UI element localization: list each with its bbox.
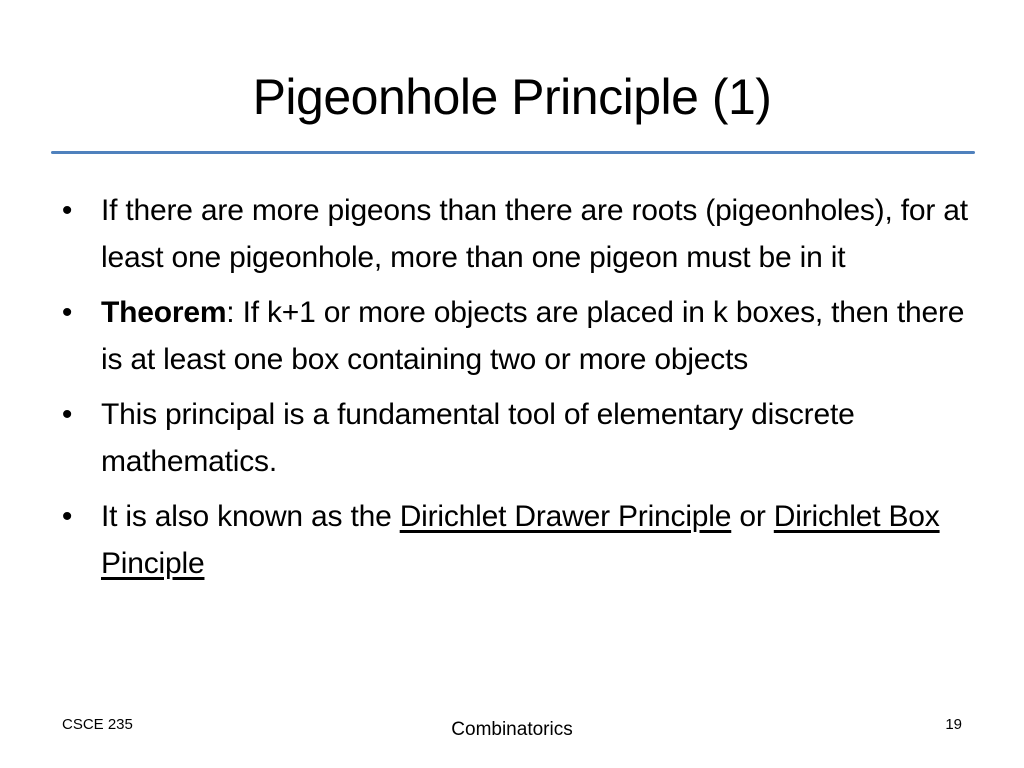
bullet-text: If there are more pigeons than there are roots (pigeonholes), for at least one pigeonhole, more than one pigeon must be in it <box>101 194 968 274</box>
theorem-label: Theorem <box>101 296 227 329</box>
bullet-text: or <box>731 500 774 533</box>
bullet-text: This principal is a fundamental tool of elementary discrete mathematics. <box>101 398 855 478</box>
footer-topic: Combinatorics <box>451 719 573 740</box>
bullet-item <box>57 391 977 485</box>
bullet-icon: • <box>61 500 73 533</box>
slide-title: Pigeonhole Principle (1) <box>252 69 772 125</box>
bullet-icon: • <box>61 398 73 431</box>
page-number: 19 <box>945 716 962 733</box>
bullet-item <box>57 289 977 383</box>
bullet-list <box>57 187 977 595</box>
bullet-icon: • <box>61 296 73 329</box>
bullet-text: It is also known as the <box>101 500 400 533</box>
dirichlet-box-pinciple-link[interactable]: Dirichlet Box Pinciple <box>101 500 940 580</box>
bullet-item <box>57 187 977 281</box>
dirichlet-drawer-principle-link[interactable]: Dirichlet Drawer Principle <box>399 500 732 533</box>
bullet-icon: • <box>61 194 73 227</box>
bullet-text: : If k+1 or more objects are placed in k boxes, then there is at least one box containing two or more objects <box>101 296 965 376</box>
title-divider <box>51 151 975 154</box>
footer-course: CSCE 235 <box>62 716 133 733</box>
bullet-item <box>57 493 977 587</box>
